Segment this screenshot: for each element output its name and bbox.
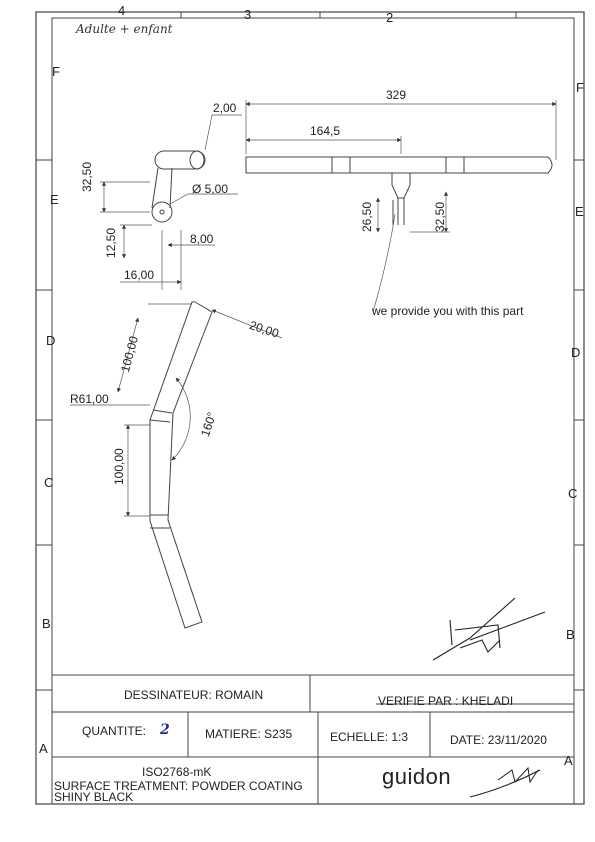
signature [433,598,545,660]
dim-12-50: 12,50 [104,227,118,258]
zone-left-f: F [52,64,60,79]
zone-right-f: F [576,80,584,95]
dim-diameter-5: Ø 5,00 [192,182,229,196]
zone-right-b: B [566,627,575,642]
dim-2-00: 2,00 [213,101,237,115]
zone-left-c: C [44,475,54,490]
zone-left-b: B [42,616,51,631]
scale: ECHELLE: 1:3 [330,730,409,744]
dim-r61: R61,00 [70,392,109,406]
quantity-label: QUANTITE: [82,724,147,738]
dim-100-lower: 100,00 [112,448,126,485]
dim-16-00: 16,00 [124,268,155,282]
part-callout: we provide you with this part [372,304,524,318]
surface-finish: SHINY BLACK [54,790,134,804]
zone-top-3: 3 [244,7,252,22]
surface-treatment: SURFACE TREATMENT: POWDER COATING [54,779,303,793]
zone-right-d: D [571,345,581,360]
bent-tube-view [150,302,212,628]
company-logo: guidon [382,764,452,789]
zone-right-c: C [568,486,578,501]
dim-8-00: 8,00 [190,232,214,246]
top-view-dimensions [246,100,556,312]
dim-20-00: 20,00 [247,318,281,341]
zone-left-d: D [46,333,56,348]
dim-329: 329 [386,88,407,102]
zone-right-e: E [575,204,584,219]
bent-tube-dimensions [70,304,282,516]
zone-top-4: 4 [118,3,126,18]
drawer-name: DESSINATEUR: ROMAIN [124,688,264,702]
dim-32-50-right: 32,50 [433,201,447,232]
material: MATIERE: S235 [205,727,293,741]
zone-left-e: E [50,192,59,207]
checker-name: VERIFIE PAR : KHELADI [378,694,514,708]
tolerance-standard: ISO2768-mK [142,765,212,779]
dim-32-50-left: 32,50 [80,161,94,192]
handwritten-note: Adulte + enfant [76,22,173,36]
zone-top-2: 2 [386,10,394,25]
date: DATE: 23/11/2020 [450,733,547,747]
dim-26-50: 26,50 [360,201,374,232]
zone-left-a: A [39,741,48,756]
side-view-dimensions [100,115,242,290]
dim-100-upper: 100,00 [118,334,142,374]
company-signature [470,768,540,797]
dim-164-5: 164,5 [310,124,341,138]
zone-right-a: A [564,753,573,768]
dim-160-deg: 160° [198,410,219,439]
quantity-value: 2 [160,722,170,738]
handlebar-top-view [246,157,552,225]
